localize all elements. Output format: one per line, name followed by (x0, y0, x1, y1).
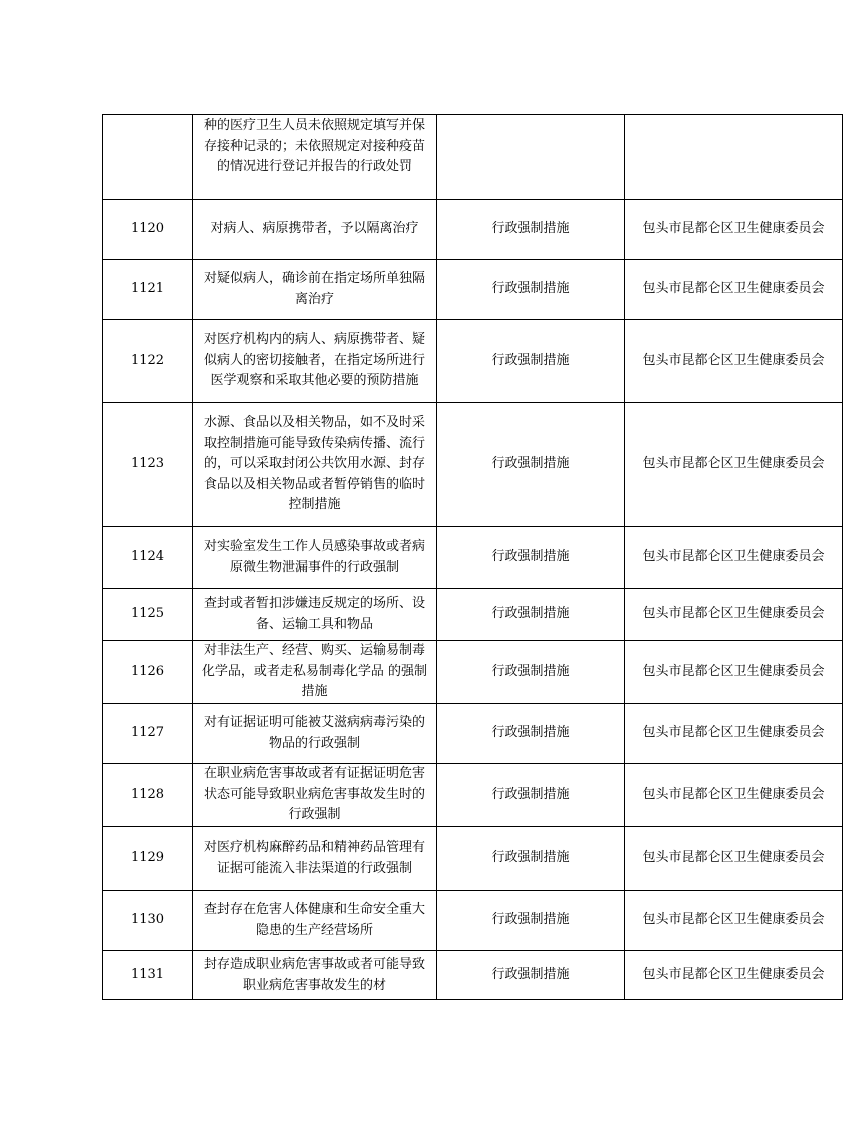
table-row (103, 641, 843, 704)
item-type-cell: 行政强制措施 (437, 641, 625, 704)
item-org-cell: 包头市昆都仑区卫生健康委员会 (625, 527, 843, 589)
table-row (103, 704, 843, 764)
item-number-cell: 1127 (103, 704, 193, 764)
item-number-cell: 1128 (103, 764, 193, 827)
item-number-cell: 1120 (103, 200, 193, 260)
item-name-cell: 种的医疗卫生人员未依照规定填写并保存接种记录的；未依照规定对接种疫苗的情况进行登记并报告的行政处罚 (193, 115, 437, 200)
item-name-cell: 查封存在危害人体健康和生命安全重大隐患的生产经营场所 (193, 891, 437, 951)
table-row (103, 403, 843, 527)
table-row (103, 951, 843, 1000)
table-row (103, 527, 843, 589)
item-name-cell: 对非法生产、经营、购买、运输易制毒化学品，或者走私易制毒化学品 的强制措施 (193, 641, 437, 704)
item-name-cell: 水源、食品以及相关物品，如不及时采取控制措施可能导致传染病传播、流行的，可以采取封闭公共饮用水源、封存食品以及相关物品或者暂停销售的临时控制措施 (193, 403, 437, 527)
table-row (103, 891, 843, 951)
item-name-cell: 对医疗机构内的病人、病原携带者、疑似病人的密切接触者，在指定场所进行医学观察和采取其他必要的预防措施 (193, 320, 437, 403)
item-number-cell: 1125 (103, 589, 193, 641)
item-type-cell: 行政强制措施 (437, 704, 625, 764)
item-org-cell: 包头市昆都仑区卫生健康委员会 (625, 951, 843, 1000)
item-type-cell (437, 115, 625, 200)
item-type-cell: 行政强制措施 (437, 951, 625, 1000)
item-name-cell: 对病人、病原携带者，予以隔离治疗 (193, 200, 437, 260)
table-row (103, 589, 843, 641)
table-row (103, 115, 843, 200)
item-org-cell (625, 115, 843, 200)
item-number-cell: 1131 (103, 951, 193, 1000)
item-type-cell: 行政强制措施 (437, 527, 625, 589)
table-row (103, 200, 843, 260)
item-number-cell: 1121 (103, 260, 193, 320)
item-name-cell: 对疑似病人，确诊前在指定场所单独隔离治疗 (193, 260, 437, 320)
item-org-cell: 包头市昆都仑区卫生健康委员会 (625, 589, 843, 641)
item-org-cell: 包头市昆都仑区卫生健康委员会 (625, 704, 843, 764)
item-number-cell: 1122 (103, 320, 193, 403)
item-name-cell: 对有证据证明可能被艾滋病病毒污染的物品的行政强制 (193, 704, 437, 764)
item-org-cell: 包头市昆都仑区卫生健康委员会 (625, 320, 843, 403)
item-org-cell: 包头市昆都仑区卫生健康委员会 (625, 260, 843, 320)
table-row (103, 764, 843, 827)
item-name-cell: 查封或者暂扣涉嫌违反规定的场所、设备、运输工具和物品 (193, 589, 437, 641)
item-name-cell: 在职业病危害事故或者有证据证明危害状态可能导致职业病危害事故发生时的行政强制 (193, 764, 437, 827)
item-org-cell: 包头市昆都仑区卫生健康委员会 (625, 827, 843, 891)
item-type-cell: 行政强制措施 (437, 827, 625, 891)
item-number-cell: 1123 (103, 403, 193, 527)
item-type-cell: 行政强制措施 (437, 891, 625, 951)
item-type-cell: 行政强制措施 (437, 589, 625, 641)
item-org-cell: 包头市昆都仑区卫生健康委员会 (625, 891, 843, 951)
item-number-cell: 1130 (103, 891, 193, 951)
table-row (103, 260, 843, 320)
item-org-cell: 包头市昆都仑区卫生健康委员会 (625, 200, 843, 260)
item-type-cell: 行政强制措施 (437, 403, 625, 527)
item-org-cell: 包头市昆都仑区卫生健康委员会 (625, 403, 843, 527)
item-type-cell: 行政强制措施 (437, 200, 625, 260)
item-number-cell (103, 115, 193, 200)
item-type-cell: 行政强制措施 (437, 260, 625, 320)
item-name-cell: 对医疗机构麻醉药品和精神药品管理有证据可能流入非法渠道的行政强制 (193, 827, 437, 891)
item-number-cell: 1129 (103, 827, 193, 891)
item-type-cell: 行政强制措施 (437, 320, 625, 403)
item-name-cell: 对实验室发生工作人员感染事故或者病原微生物泄漏事件的行政强制 (193, 527, 437, 589)
item-name-cell: 封存造成职业病危害事故或者可能导致职业病危害事故发生的材 (193, 951, 437, 1000)
item-number-cell: 1124 (103, 527, 193, 589)
table-row (103, 320, 843, 403)
table-row (103, 827, 843, 891)
item-org-cell: 包头市昆都仑区卫生健康委员会 (625, 764, 843, 827)
item-type-cell: 行政强制措施 (437, 764, 625, 827)
item-number-cell: 1126 (103, 641, 193, 704)
administrative-measures-table (102, 114, 843, 1000)
item-org-cell: 包头市昆都仑区卫生健康委员会 (625, 641, 843, 704)
